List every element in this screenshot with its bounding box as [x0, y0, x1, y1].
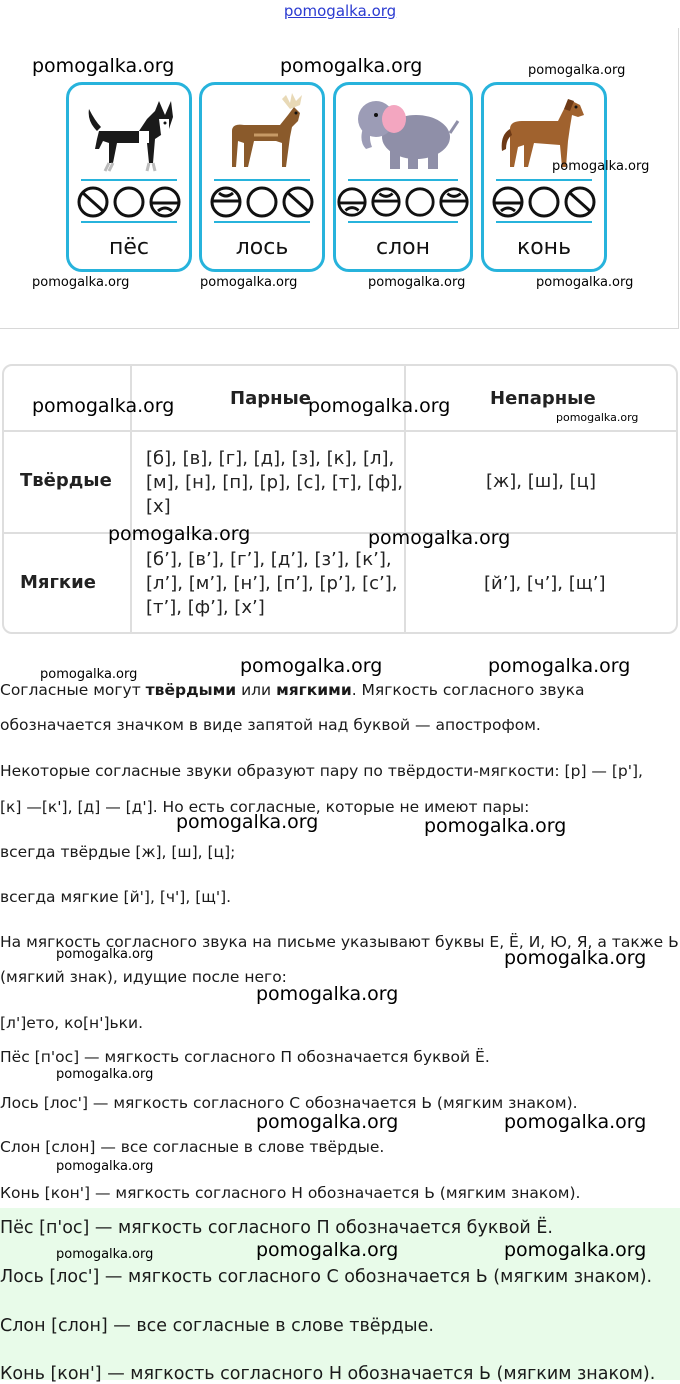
moose-deer-icon — [202, 91, 322, 177]
watermark: pomogalka.org — [368, 275, 466, 290]
watermark: pomogalka.org — [424, 815, 567, 837]
watermark: pomogalka.org — [280, 55, 423, 77]
card-word: пёс — [108, 235, 149, 260]
text-example-words: [л']ето, ко[н']ьки. — [0, 1014, 143, 1032]
text-slon: Слон [слон] — все согласные в слове твёрдые. — [0, 1138, 385, 1156]
soft-unpaired-cell: [й’], [ч’], [щ’] — [484, 573, 606, 594]
watermark: pomogalka.org — [256, 1111, 399, 1133]
card-word: лось — [235, 235, 289, 260]
text-paragraph-2-line2: [к] —[к'], [д] — [д']. Но есть согласные, которые не имеют пары: — [0, 798, 530, 816]
hard-consonant-circle-icon — [491, 185, 525, 219]
consonant-cap-circle-icon — [209, 185, 243, 219]
table-header-unpaired: Непарные — [490, 388, 596, 409]
answer-line-los: Лось [лос'] — мягкость согласного С обозначается Ь (мягким знаком). — [0, 1267, 653, 1287]
watermark: pomogalka.org — [504, 947, 647, 969]
watermark: pomogalka.org — [528, 63, 626, 78]
header-url-link[interactable]: pomogalka.org — [283, 2, 397, 20]
card-bottom-line — [348, 221, 458, 223]
card-top-line — [348, 179, 458, 181]
card-bottom-line — [496, 221, 592, 223]
watermark: pomogalka.org — [40, 667, 138, 682]
text-pes: Пёс [п'ос] — мягкость согласного П обозначается буквой Ё. — [0, 1048, 490, 1066]
watermark: pomogalka.org — [32, 55, 175, 77]
answer-line-kon: Конь [кон'] — мягкость согласного Н обозначается Ь (мягким знаком). — [0, 1364, 656, 1384]
watermark: pomogalka.org — [56, 1159, 154, 1174]
husky-dog-icon — [69, 91, 189, 177]
sound-scheme — [202, 185, 322, 219]
watermark: pomogalka.org — [108, 523, 251, 545]
hard-unpaired-cell: [ж], [ш], [ц] — [486, 471, 596, 492]
answer-line-slon: Слон [слон] — все согласные в слове твёрдые. — [0, 1316, 434, 1336]
watermark: pomogalka.org — [200, 275, 298, 290]
watermark: pomogalka.org — [504, 1239, 647, 1261]
text-paragraph-5-line2: (мягкий знак), идущие после него: — [0, 968, 287, 986]
table-divider — [4, 532, 676, 534]
watermark: pomogalka.org — [256, 1239, 399, 1261]
vowel-circle-icon — [404, 185, 436, 219]
word-card-pes — [66, 82, 192, 272]
text-los: Лось [лос'] — мягкость согласного С обозначается Ь (мягким знаком). — [0, 1094, 578, 1112]
card-top-line — [496, 179, 592, 181]
hard-consonant-circle-icon — [336, 185, 368, 219]
word-card-los — [199, 82, 325, 272]
card-bottom-line — [214, 221, 310, 223]
card-word: слон — [375, 235, 430, 260]
card-top-line — [214, 179, 310, 181]
card-top-line — [81, 179, 177, 181]
watermark: pomogalka.org — [552, 159, 650, 174]
watermark: pomogalka.org — [32, 275, 130, 290]
watermark: pomogalka.org — [240, 655, 383, 677]
watermark: pomogalka.org — [504, 1111, 647, 1133]
watermark: pomogalka.org — [56, 1067, 154, 1082]
soft-consonant-circle-icon — [281, 185, 315, 219]
watermark: pomogalka.org — [56, 1247, 154, 1262]
hard-consonant-circle-icon — [148, 185, 182, 219]
vowel-circle-icon — [112, 185, 146, 219]
watermark: pomogalka.org — [536, 275, 634, 290]
text-always-soft: всегда мягкие [й'], [ч'], [щ']. — [0, 888, 232, 906]
text-paragraph-1: Согласные могут твёрдыми или мягкими. Мягкость согласного звука — [0, 681, 585, 699]
text-paragraph-1-line2: обозначается значком в виде запятой над буквой — апострофом. — [0, 716, 541, 734]
text-kon: Конь [кон'] — мягкость согласного Н обозначается Ь (мягким знаком). — [0, 1184, 581, 1202]
vowel-circle-icon — [245, 185, 279, 219]
soft-consonant-circle-icon — [76, 185, 110, 219]
watermark: pomogalka.org — [176, 811, 319, 833]
text-paragraph-2: Некоторые согласные звуки образуют пару по твёрдости-мягкости: [р] — [р'], — [0, 762, 643, 780]
table-divider — [4, 430, 676, 432]
elephant-icon — [336, 91, 470, 177]
watermark: pomogalka.org — [488, 655, 631, 677]
watermark: pomogalka.org — [308, 395, 451, 417]
word-card-kon — [481, 82, 607, 272]
table-header-paired: Парные — [230, 388, 312, 409]
row-label-hard: Твёрдые — [20, 470, 112, 491]
vowel-circle-icon — [527, 185, 561, 219]
watermark: pomogalka.org — [256, 983, 399, 1005]
watermark: pomogalka.org — [556, 411, 639, 424]
consonant-cap-circle-icon — [438, 185, 470, 219]
soft-paired-cell: [б’], [в’], [г’], [д’], [з’], [к’], [л’], [м’], [н’], [п’], [р’], [с’], [т’], [ф’], [х’] — [146, 549, 398, 618]
card-bottom-line — [81, 221, 177, 223]
sound-scheme — [336, 185, 470, 219]
card-word: конь — [516, 235, 572, 260]
sound-scheme — [484, 185, 604, 219]
watermark: pomogalka.org — [32, 395, 175, 417]
word-card-slon — [333, 82, 473, 272]
watermark: pomogalka.org — [56, 947, 154, 962]
watermark: pomogalka.org — [368, 527, 511, 549]
text-paragraph-5: На мягкость согласного звука на письме указывают буквы Е, Ё, И, Ю, Я, а также Ь — [0, 933, 679, 951]
text-always-hard: всегда твёрдые [ж], [ш], [ц]; — [0, 843, 236, 861]
hard-paired-cell: [б], [в], [г], [д], [з], [к], [л], [м], [н], [п], [р], [с], [т], [ф], [х] — [146, 448, 404, 517]
answer-line-pes: Пёс [п'ос] — мягкость согласного П обозначается буквой Ё. — [0, 1218, 553, 1238]
row-label-soft: Мягкие — [20, 572, 96, 593]
soft-consonant-circle-icon — [563, 185, 597, 219]
consonant-cap-circle-icon — [370, 185, 402, 219]
sound-scheme — [69, 185, 189, 219]
